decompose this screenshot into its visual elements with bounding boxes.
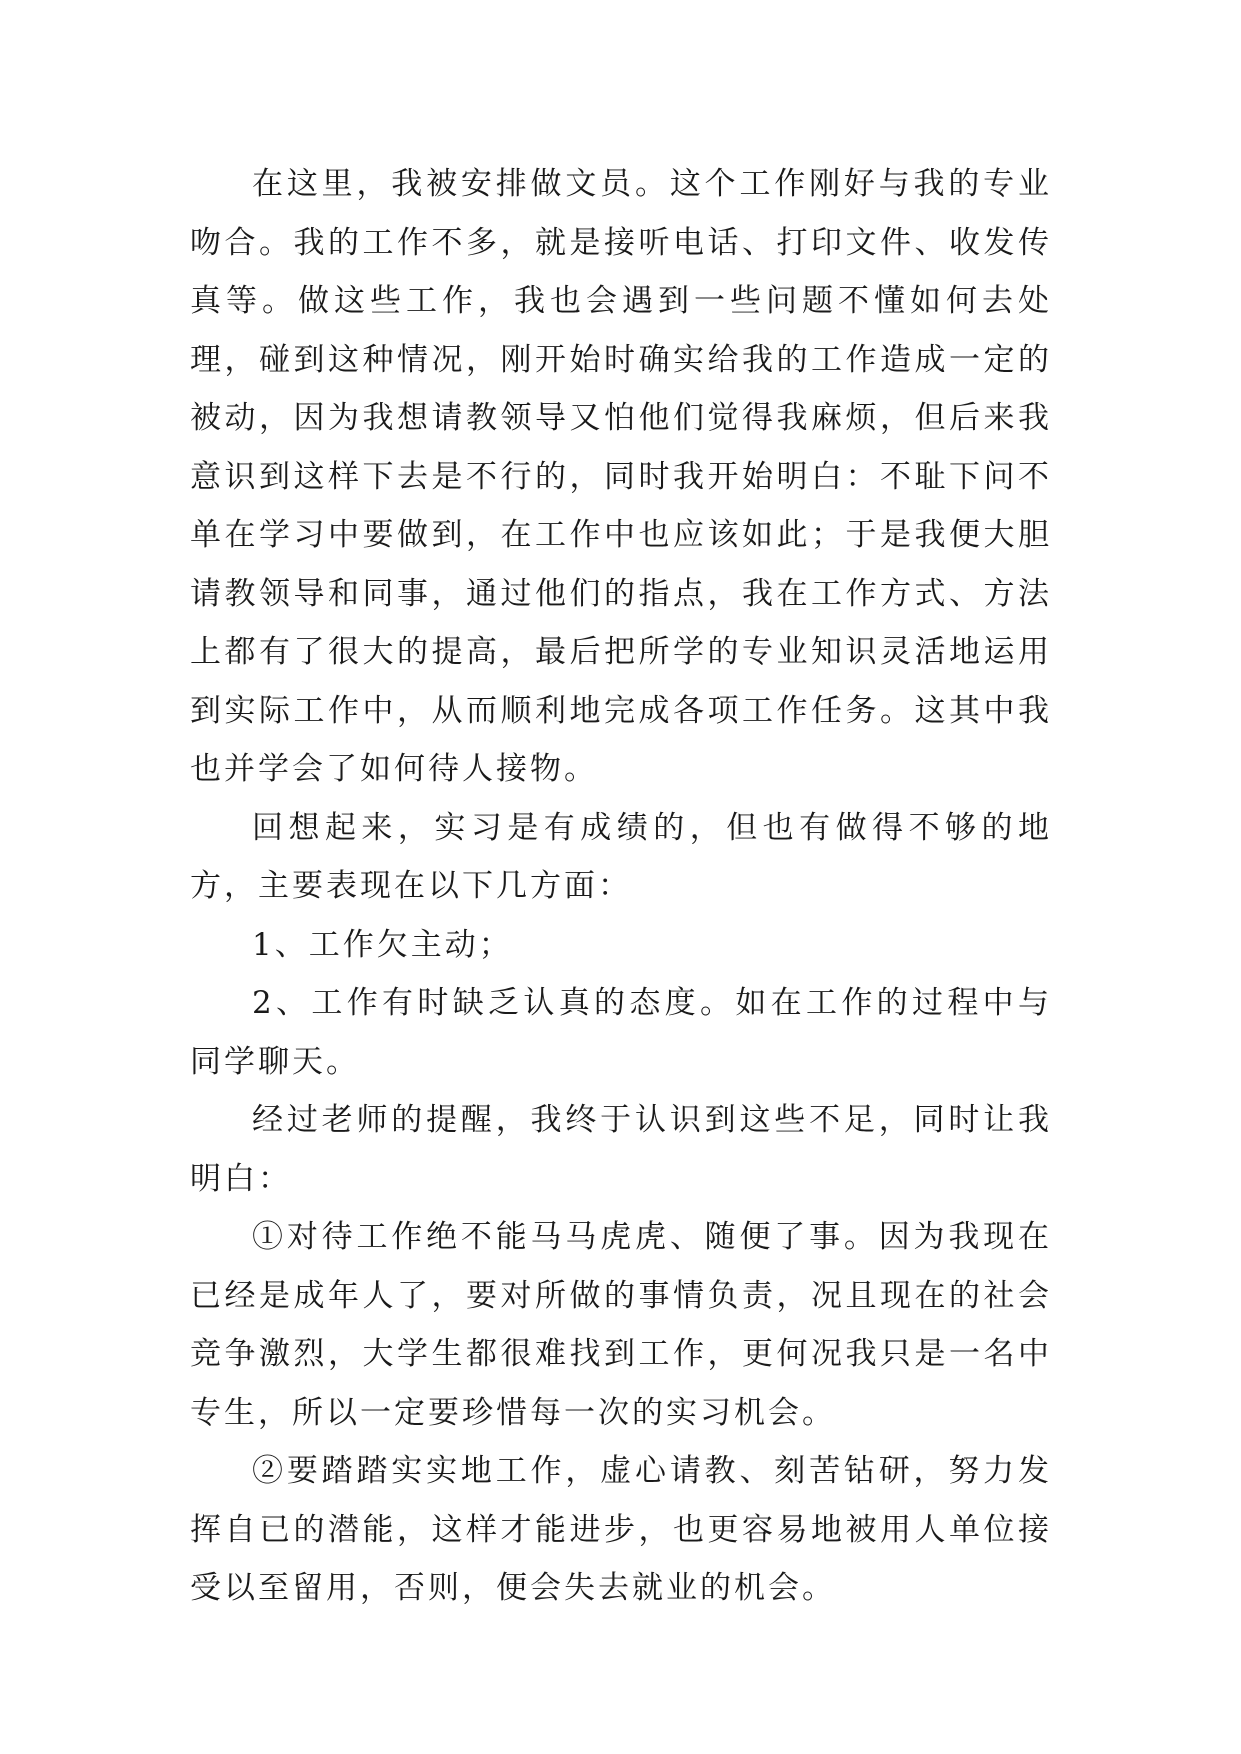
- list-item-lesson-1: ①对待工作绝不能马马虎虎、随便了事。因为我现在已经是成年人了，要对所做的事情负责，况且现在的社会竞争激烈，大学生都很难找到工作，更何况我只是一名中专生，所以一定要珍惜每一次的实习机会。: [190, 1219, 1052, 1431]
- list-item-shortcoming-2: 2、工作有时缺乏认真的态度。如在工作的过程中与同学聊天。: [190, 985, 1052, 1080]
- paragraph-teacher-reminder: 经过老师的提醒，我终于认识到这些不足，同时让我明白：: [190, 1102, 1052, 1197]
- list-item-shortcoming-1: 1、工作欠主动；: [252, 926, 513, 963]
- list-item-lesson-2: ②要踏踏实实地工作，虚心请教、刻苦钻研，努力发挥自已的潜能，这样才能进步，也更容易地被用人单位接受以至留用，否则，便会失去就业的机会。: [190, 1453, 1052, 1606]
- paragraph-reflection-intro: 回想起来，实习是有成绩的，但也有做得不够的地方，主要表现在以下几方面：: [190, 809, 1052, 904]
- document-body: [190, 155, 1052, 1618]
- paragraph-internship-role: 在这里，我被安排做文员。这个工作刚好与我的专业吻合。我的工作不多，就是接听电话、打印文件、收发传真等。做这些工作，我也会遇到一些问题不懂如何去处理，碰到这种情况，刚开始时确实给我的工作造成一定的被动，因为我想请教领导又怕他们觉得我麻烦，但后来我意识到这样下去是不行的，同时我开始明白：不耻下问不单在学习中要做到，在工作中也应该如此；于是我便大胆请教领导和同事，通过他们的指点，我在工作方式、方法上都有了很大的提高，最后把所学的专业知识灵活地运用到实际工作中，从而顺利地完成各项工作任务。这其中我也并学会了如何待人接物。: [190, 166, 1052, 787]
